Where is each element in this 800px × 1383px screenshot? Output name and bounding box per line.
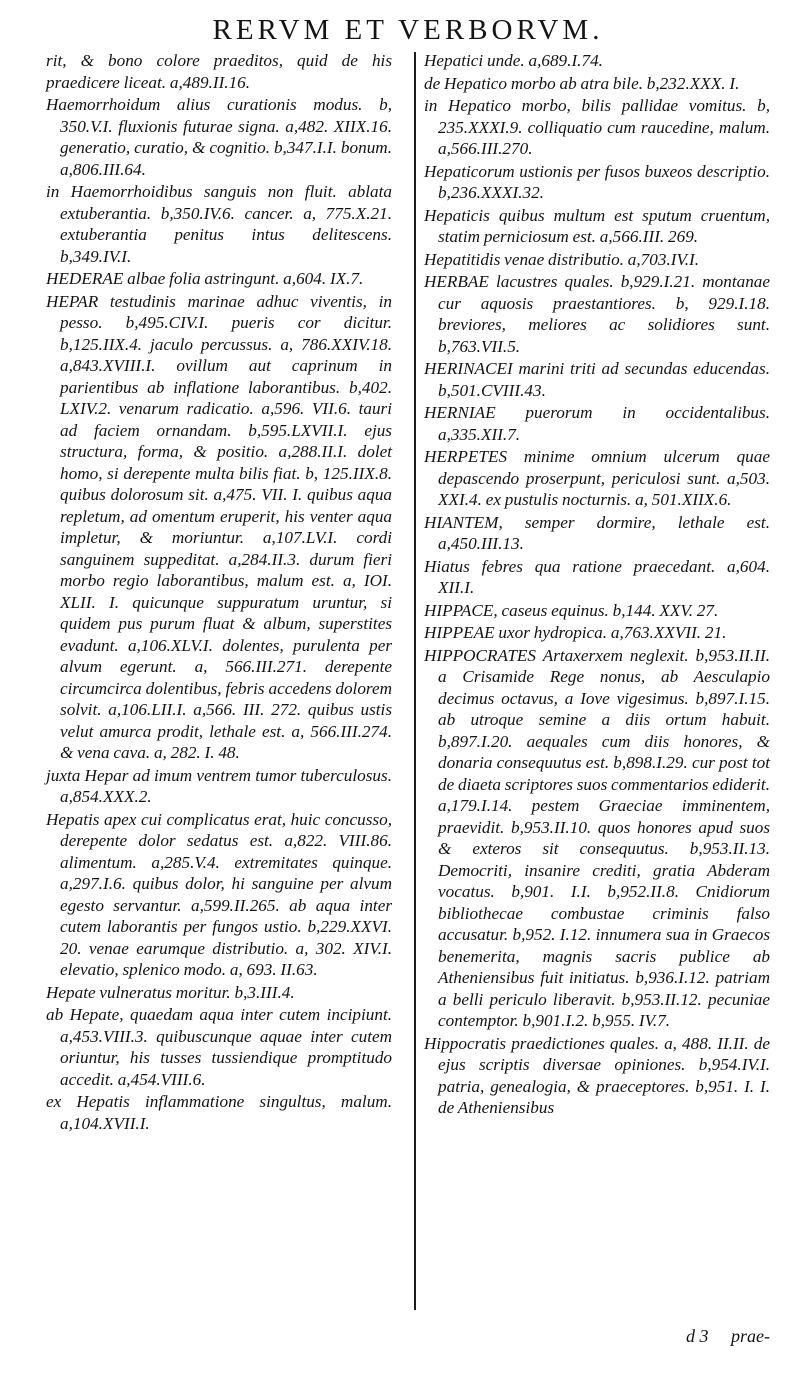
index-entry: ex Hepatis inflammatione singultus, malum. a,104.XVII.I. <box>46 1092 393 1133</box>
index-entry: Hepatis apex cui complicatus erat, huic concusso, derepente dolor sedatus est. a,822. VIII.86. alimentum. a,285.V.4. extremitates quinque. a,297.I.6. quibus dolor, hi sanguine per alvum egesto servantur. a,599.II.265. ab aqua inter cutem laborantis per fungos ustio. b,229.XXVI. 20. venae earumque distributio. a, 302. XIV.I. elevatio, splenico modo. a, 693. II.63. <box>46 809 393 979</box>
index-entry: HIPPACE, caseus equinus. b,144. XXV. 27. <box>424 600 719 620</box>
index-entry: Hepate vulneratus moritur. b,3.III.4. <box>46 982 295 1002</box>
index-entry: HERINACEI marini triti ad secundas educendas. b,501.CVIII.43. <box>424 359 771 400</box>
index-entry: Hepatici unde. a,689.I.74. <box>424 51 603 70</box>
index-entry: in Hepatico morbo, bilis pallidae vomitus. b, 235.XXXI.9. colliquatio cum raucedine, malum. a,566.III.270. <box>424 96 771 158</box>
index-entry: Hiatus febres qua ratione praecedant. a,604. XII.I. <box>424 556 771 597</box>
index-entry: HERBAE lacustres quales. b,929.I.21. montanae cur aquosis praestantiores. b, 929.I.18. breviores, meliores ac solidiores sunt. b,763.VII.5. <box>424 272 771 356</box>
index-entry: HERNIAE puerorum in occidentalibus. a,335.XII.7. <box>424 403 771 444</box>
index-columns <box>46 50 770 1310</box>
index-entry: juxta Hepar ad imum ventrem tumor tuberculosus. a,854.XXX.2. <box>46 765 393 806</box>
index-entry: de Hepatico morbo ab atra bile. b,232.XXX. I. <box>424 73 740 93</box>
index-entry: rit, & bono colore praeditos, quid de his praedicere liceat. a,489.II.16. <box>46 51 393 92</box>
index-entry: Hepaticorum ustionis per fusos buxeos descriptio. b,236.XXXI.32. <box>424 161 771 202</box>
index-entry: ab Hepate, quaedam aqua inter cutem incipiunt. a,453.VIII.3. quibuscunque aquae inter cutem oriuntur, his tusses tussiendique promptitudo accedit. a,454.VIII.6. <box>46 1005 393 1089</box>
index-entry: in Haemorrhoidibus sanguis non fluit. ablata extuberantia. b,350.IV.6. cancer. a, 775.X.21. extuberantia penitus intus delitescens. b,349.IV.I. <box>46 182 393 266</box>
index-entry: HIPPOCRATES Artaxerxem neglexit. b,953.II.II. a Crisamide Rege nonus, ab Aesculapio decimus octavus, a Iove vigesimus. b,897.I.15. ab utroque semine a diis ortum habuit. b,897.I.20. aequales cum diis honores, & donaria consequutus est. b,898.I.29. cur post tot de diaeta scriptores suos commentarios ediderit. a,179.I.14. pestem Graeciae imminentem, praevidit. b,953.II.10. quos honores apud suos & exteros sit consequutus. b,953.II.13. Democriti, insanire crediti, gratia Abderam vocatus. b,901. I.I. b,952.II.8. Cnidiorum bibliothecae combustae criminis falso accusatur. b,952. I.12. innumera sua in Graecos benemerita, magnis sacris publice ab Atheniensibus fuit initiatus. b,936.I.12. patriam a belli periculo liberavit. b,953.II.12. pecuniae contemptor. b,901.I.2. b,955. IV.7. <box>424 645 771 1030</box>
right-column <box>424 50 770 1310</box>
index-entry: HIPPEAE uxor hydropica. a,763.XXVII. 21. <box>424 623 727 642</box>
catchword: prae- <box>731 1326 770 1346</box>
index-entry: HIANTEM, semper dormire, lethale est. a,450.III.13. <box>424 512 771 553</box>
running-head: RERVM ET VERBORVM. <box>212 14 604 46</box>
index-entry: Haemorrhoidum alius curationis modus. b, 350.V.I. fluxionis futurae signa. a,482. XIIX.16. generatio, curatio, & cognitio. b,347.I.I. bonum. a,806.III.64. <box>46 95 393 179</box>
signature-mark: d 3 <box>686 1326 709 1346</box>
index-entry: HEDERAE albae folia astringunt. a,604. IX.7. <box>46 269 364 288</box>
left-column <box>46 50 392 1310</box>
index-entry: Hippocratis praedictiones quales. a, 488. II.II. de ejus scriptis diversae opiniones. b,954.IV.I. patria, genealogia, & praeceptores. b,951. I. I. de Atheniensibus <box>424 1033 771 1117</box>
index-entry: HERPETES minime omnium ulcerum quae depascendo proserpunt, periculosi sunt. a,503. XXI.4. ex pustulis nocturnis. a, 501.XIIX.6. <box>424 447 771 509</box>
index-entry: Hepaticis quibus multum est sputum cruentum, statim perniciosum est. a,566.III. 269. <box>424 205 771 246</box>
index-entry: HEPAR testudinis marinae adhuc viventis, in pesso. b,495.CIV.I. pueris cor dicitur. b,125.IIX.4. jaculo percussus. a, 786.XXIV.18. a,843.XVIII.I. ovillum aut caprinum in parientibus ab inflatione laborantibus. b,402. LXIV.2. venarum radicatio. a,596. VII.6. tauri ad faciem ornandam. b,595.LXVII.I. ejus structura, forma, & positio. a,288.II.I. dolet homo, si derepente multa bilis fiat. b, 125.IIX.8. quibus dolorosum sit. a,475. VII. I. quibus aqua repletum, ad omentum eruperit, his venter aqua impletur, & moriuntur. a,107.LV.I. cordi sanguinem suppeditat. a,284.II.3. durum fieri morbo regio laborantibus, malum est. a, IOI. XLII. I. quicunque suppuratum uruntur, si quidem pus purum fluat & album, superstites evadunt. a,106.XLV.I. dolentes, purulenta per alvum egerunt. a, 566.III.271. derepente circumcirca dolentibus, febris accedens dolorem solvit. a,106.LII.I. a,566. III. 272. quibus ustis velut amurca prodit, lethale est. a, 566.III.274. & vena cava. a, 282. I. 48. <box>46 291 393 762</box>
column-rule <box>414 52 416 1310</box>
index-entry: Hepatitidis venae distributio. a,703.IV.I. <box>424 249 700 269</box>
